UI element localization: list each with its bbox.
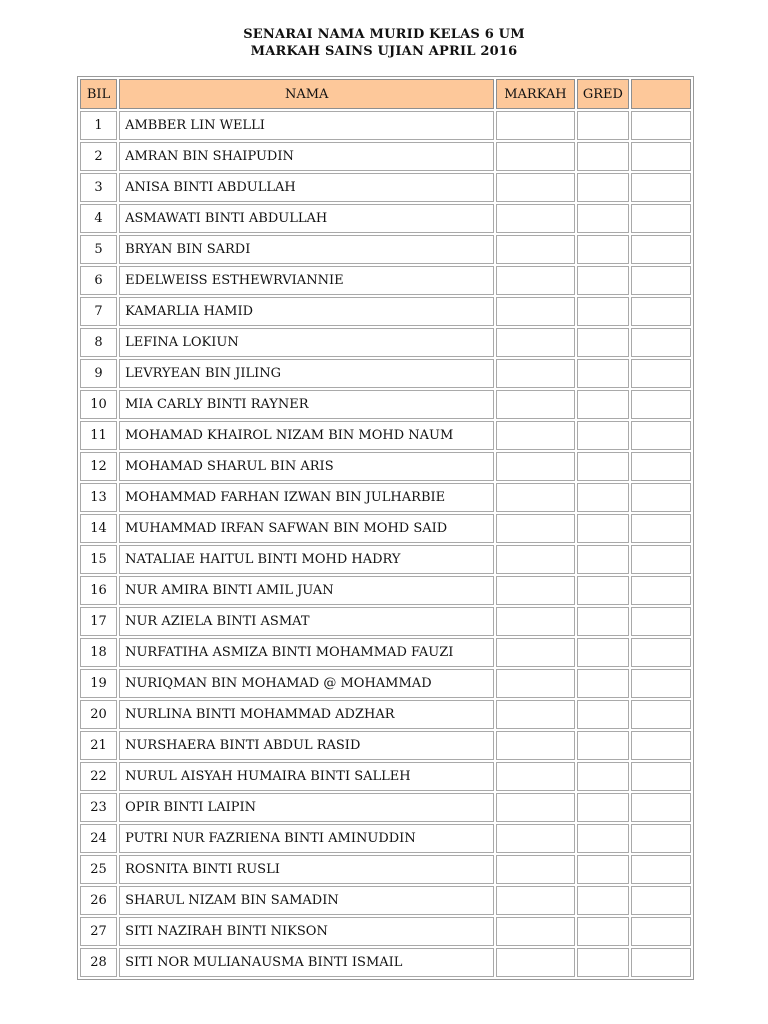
gred-input-cell[interactable] bbox=[577, 235, 630, 264]
table-row bbox=[80, 948, 691, 977]
student-name-cell: NURLINA BINTI MOHAMMAD ADZHAR bbox=[119, 700, 494, 729]
table-row bbox=[80, 545, 691, 574]
markah-input-cell[interactable] bbox=[496, 266, 574, 295]
blank-input-cell[interactable] bbox=[631, 421, 691, 450]
student-name-cell: KAMARLIA HAMID bbox=[119, 297, 494, 326]
gred-input-cell[interactable] bbox=[577, 731, 630, 760]
gred-input-cell[interactable] bbox=[577, 452, 630, 481]
table-row bbox=[80, 762, 691, 791]
markah-input-cell[interactable] bbox=[496, 824, 574, 853]
blank-input-cell[interactable] bbox=[631, 452, 691, 481]
markah-input-cell[interactable] bbox=[496, 948, 574, 977]
markah-input-cell[interactable] bbox=[496, 793, 574, 822]
row-number-cell: 5 bbox=[80, 235, 117, 264]
gred-input-cell[interactable] bbox=[577, 607, 630, 636]
column-header-nama: NAMA bbox=[119, 79, 494, 109]
gred-input-cell[interactable] bbox=[577, 390, 630, 419]
blank-input-cell[interactable] bbox=[631, 514, 691, 543]
row-number-cell: 3 bbox=[80, 173, 117, 202]
row-number-cell: 15 bbox=[80, 545, 117, 574]
table-row bbox=[80, 483, 691, 512]
student-name-cell: SHARUL NIZAM BIN SAMADIN bbox=[119, 886, 494, 915]
blank-input-cell[interactable] bbox=[631, 204, 691, 233]
table-row bbox=[80, 700, 691, 729]
gred-input-cell[interactable] bbox=[577, 762, 630, 791]
student-name-cell: SITI NAZIRAH BINTI NIKSON bbox=[119, 917, 494, 946]
table-row bbox=[80, 173, 691, 202]
gred-input-cell[interactable] bbox=[577, 421, 630, 450]
gred-input-cell[interactable] bbox=[577, 142, 630, 171]
row-number-cell: 12 bbox=[80, 452, 117, 481]
markah-input-cell[interactable] bbox=[496, 514, 574, 543]
document-header bbox=[0, 26, 768, 60]
row-number-cell: 28 bbox=[80, 948, 117, 977]
column-header-blank bbox=[631, 79, 691, 109]
blank-input-cell[interactable] bbox=[631, 886, 691, 915]
row-number-cell: 14 bbox=[80, 514, 117, 543]
blank-input-cell[interactable] bbox=[631, 793, 691, 822]
blank-input-cell[interactable] bbox=[631, 607, 691, 636]
row-number-cell: 7 bbox=[80, 297, 117, 326]
table-row bbox=[80, 452, 691, 481]
student-name-cell: ASMAWATI BINTI ABDULLAH bbox=[119, 204, 494, 233]
gred-input-cell[interactable] bbox=[577, 669, 630, 698]
gred-input-cell[interactable] bbox=[577, 855, 630, 884]
table-row bbox=[80, 669, 691, 698]
blank-input-cell[interactable] bbox=[631, 483, 691, 512]
markah-input-cell[interactable] bbox=[496, 359, 574, 388]
student-name-cell: NURSHAERA BINTI ABDUL RASID bbox=[119, 731, 494, 760]
table-row bbox=[80, 204, 691, 233]
blank-input-cell[interactable] bbox=[631, 111, 691, 140]
row-number-cell: 8 bbox=[80, 328, 117, 357]
student-name-cell: LEFINA LOKIUN bbox=[119, 328, 494, 357]
table-row bbox=[80, 266, 691, 295]
row-number-cell: 9 bbox=[80, 359, 117, 388]
row-number-cell: 24 bbox=[80, 824, 117, 853]
row-number-cell: 4 bbox=[80, 204, 117, 233]
markah-input-cell[interactable] bbox=[496, 421, 574, 450]
markah-input-cell[interactable] bbox=[496, 700, 574, 729]
marks-table bbox=[78, 77, 693, 979]
student-name-cell: MUHAMMAD IRFAN SAFWAN BIN MOHD SAID bbox=[119, 514, 494, 543]
markah-input-cell[interactable] bbox=[496, 762, 574, 791]
markah-input-cell[interactable] bbox=[496, 390, 574, 419]
student-name-cell: ROSNITA BINTI RUSLI bbox=[119, 855, 494, 884]
blank-input-cell[interactable] bbox=[631, 576, 691, 605]
gred-input-cell[interactable] bbox=[577, 576, 630, 605]
markah-input-cell[interactable] bbox=[496, 576, 574, 605]
blank-input-cell[interactable] bbox=[631, 359, 691, 388]
table-row bbox=[80, 917, 691, 946]
markah-input-cell[interactable] bbox=[496, 545, 574, 574]
student-name-cell: NURFATIHA ASMIZA BINTI MOHAMMAD FAUZI bbox=[119, 638, 494, 667]
student-name-cell: PUTRI NUR FAZRIENA BINTI AMINUDDIN bbox=[119, 824, 494, 853]
blank-input-cell[interactable] bbox=[631, 545, 691, 574]
table-header-row bbox=[80, 79, 691, 109]
row-number-cell: 23 bbox=[80, 793, 117, 822]
row-number-cell: 13 bbox=[80, 483, 117, 512]
student-name-cell: MOHAMMAD FARHAN IZWAN BIN JULHARBIE bbox=[119, 483, 494, 512]
gred-input-cell[interactable] bbox=[577, 917, 630, 946]
blank-input-cell[interactable] bbox=[631, 266, 691, 295]
table-row bbox=[80, 514, 691, 543]
student-name-cell: MOHAMAD KHAIROL NIZAM BIN MOHD NAUM bbox=[119, 421, 494, 450]
gred-input-cell[interactable] bbox=[577, 266, 630, 295]
blank-input-cell[interactable] bbox=[631, 235, 691, 264]
student-name-cell: NUR AZIELA BINTI ASMAT bbox=[119, 607, 494, 636]
markah-input-cell[interactable] bbox=[496, 638, 574, 667]
student-name-cell: MIA CARLY BINTI RAYNER bbox=[119, 390, 494, 419]
blank-input-cell[interactable] bbox=[631, 948, 691, 977]
markah-input-cell[interactable] bbox=[496, 886, 574, 915]
gred-input-cell[interactable] bbox=[577, 514, 630, 543]
student-name-cell: NATALIAE HAITUL BINTI MOHD HADRY bbox=[119, 545, 494, 574]
row-number-cell: 27 bbox=[80, 917, 117, 946]
row-number-cell: 26 bbox=[80, 886, 117, 915]
gred-input-cell[interactable] bbox=[577, 483, 630, 512]
gred-input-cell[interactable] bbox=[577, 545, 630, 574]
row-number-cell: 21 bbox=[80, 731, 117, 760]
gred-input-cell[interactable] bbox=[577, 173, 630, 202]
table-row bbox=[80, 359, 691, 388]
table-row bbox=[80, 855, 691, 884]
gred-input-cell[interactable] bbox=[577, 700, 630, 729]
blank-input-cell[interactable] bbox=[631, 638, 691, 667]
student-name-cell: EDELWEISS ESTHEWRVIANNIE bbox=[119, 266, 494, 295]
blank-input-cell[interactable] bbox=[631, 142, 691, 171]
blank-input-cell[interactable] bbox=[631, 390, 691, 419]
table-row bbox=[80, 731, 691, 760]
markah-input-cell[interactable] bbox=[496, 235, 574, 264]
table-row bbox=[80, 793, 691, 822]
blank-input-cell[interactable] bbox=[631, 297, 691, 326]
row-number-cell: 16 bbox=[80, 576, 117, 605]
student-name-cell: SITI NOR MULIANAUSMA BINTI ISMAIL bbox=[119, 948, 494, 977]
gred-input-cell[interactable] bbox=[577, 886, 630, 915]
gred-input-cell[interactable] bbox=[577, 328, 630, 357]
markah-input-cell[interactable] bbox=[496, 328, 574, 357]
table-row bbox=[80, 297, 691, 326]
table-row bbox=[80, 328, 691, 357]
row-number-cell: 1 bbox=[80, 111, 117, 140]
gred-input-cell[interactable] bbox=[577, 111, 630, 140]
row-number-cell: 19 bbox=[80, 669, 117, 698]
row-number-cell: 6 bbox=[80, 266, 117, 295]
table-row bbox=[80, 142, 691, 171]
markah-input-cell[interactable] bbox=[496, 173, 574, 202]
student-name-cell: MOHAMAD SHARUL BIN ARIS bbox=[119, 452, 494, 481]
table-row bbox=[80, 111, 691, 140]
markah-input-cell[interactable] bbox=[496, 204, 574, 233]
gred-input-cell[interactable] bbox=[577, 948, 630, 977]
table-row bbox=[80, 576, 691, 605]
markah-input-cell[interactable] bbox=[496, 731, 574, 760]
row-number-cell: 2 bbox=[80, 142, 117, 171]
row-number-cell: 25 bbox=[80, 855, 117, 884]
gred-input-cell[interactable] bbox=[577, 297, 630, 326]
markah-input-cell[interactable] bbox=[496, 917, 574, 946]
student-name-cell: OPIR BINTI LAIPIN bbox=[119, 793, 494, 822]
table-row bbox=[80, 235, 691, 264]
blank-input-cell[interactable] bbox=[631, 762, 691, 791]
blank-input-cell[interactable] bbox=[631, 855, 691, 884]
row-number-cell: 20 bbox=[80, 700, 117, 729]
table-row bbox=[80, 390, 691, 419]
table-row bbox=[80, 638, 691, 667]
row-number-cell: 17 bbox=[80, 607, 117, 636]
gred-input-cell[interactable] bbox=[577, 204, 630, 233]
markah-input-cell[interactable] bbox=[496, 297, 574, 326]
table-header bbox=[80, 79, 691, 109]
table-row bbox=[80, 886, 691, 915]
markah-input-cell[interactable] bbox=[496, 111, 574, 140]
row-number-cell: 11 bbox=[80, 421, 117, 450]
blank-input-cell[interactable] bbox=[631, 669, 691, 698]
student-name-cell: LEVRYEAN BIN JILING bbox=[119, 359, 494, 388]
markah-input-cell[interactable] bbox=[496, 855, 574, 884]
blank-input-cell[interactable] bbox=[631, 824, 691, 853]
student-name-cell: NURUL AISYAH HUMAIRA BINTI SALLEH bbox=[119, 762, 494, 791]
markah-input-cell[interactable] bbox=[496, 607, 574, 636]
row-number-cell: 10 bbox=[80, 390, 117, 419]
column-header-gred: GRED bbox=[577, 79, 630, 109]
row-number-cell: 18 bbox=[80, 638, 117, 667]
table-body bbox=[80, 111, 691, 977]
blank-input-cell[interactable] bbox=[631, 731, 691, 760]
page-title: SENARAI NAMA MURID KELAS 6 UM bbox=[243, 27, 525, 42]
column-header-bil: BIL bbox=[80, 79, 117, 109]
student-marks-table bbox=[77, 76, 694, 980]
gred-input-cell[interactable] bbox=[577, 359, 630, 388]
gred-input-cell[interactable] bbox=[577, 824, 630, 853]
blank-input-cell[interactable] bbox=[631, 328, 691, 357]
markah-input-cell[interactable] bbox=[496, 483, 574, 512]
blank-input-cell[interactable] bbox=[631, 917, 691, 946]
student-name-cell: AMBBER LIN WELLI bbox=[119, 111, 494, 140]
blank-input-cell[interactable] bbox=[631, 173, 691, 202]
table-row bbox=[80, 421, 691, 450]
row-number-cell: 22 bbox=[80, 762, 117, 791]
blank-input-cell[interactable] bbox=[631, 700, 691, 729]
markah-input-cell[interactable] bbox=[496, 669, 574, 698]
markah-input-cell[interactable] bbox=[496, 452, 574, 481]
markah-input-cell[interactable] bbox=[496, 142, 574, 171]
student-name-cell: ANISA BINTI ABDULLAH bbox=[119, 173, 494, 202]
student-name-cell: NURIQMAN BIN MOHAMAD @ MOHAMMAD bbox=[119, 669, 494, 698]
page-subtitle: MARKAH SAINS UJIAN APRIL 2016 bbox=[250, 44, 518, 59]
column-header-markah: MARKAH bbox=[496, 79, 574, 109]
gred-input-cell[interactable] bbox=[577, 793, 630, 822]
table-row bbox=[80, 824, 691, 853]
student-name-cell: AMRAN BIN SHAIPUDIN bbox=[119, 142, 494, 171]
table-row bbox=[80, 607, 691, 636]
gred-input-cell[interactable] bbox=[577, 638, 630, 667]
student-name-cell: NUR AMIRA BINTI AMIL JUAN bbox=[119, 576, 494, 605]
student-name-cell: BRYAN BIN SARDI bbox=[119, 235, 494, 264]
